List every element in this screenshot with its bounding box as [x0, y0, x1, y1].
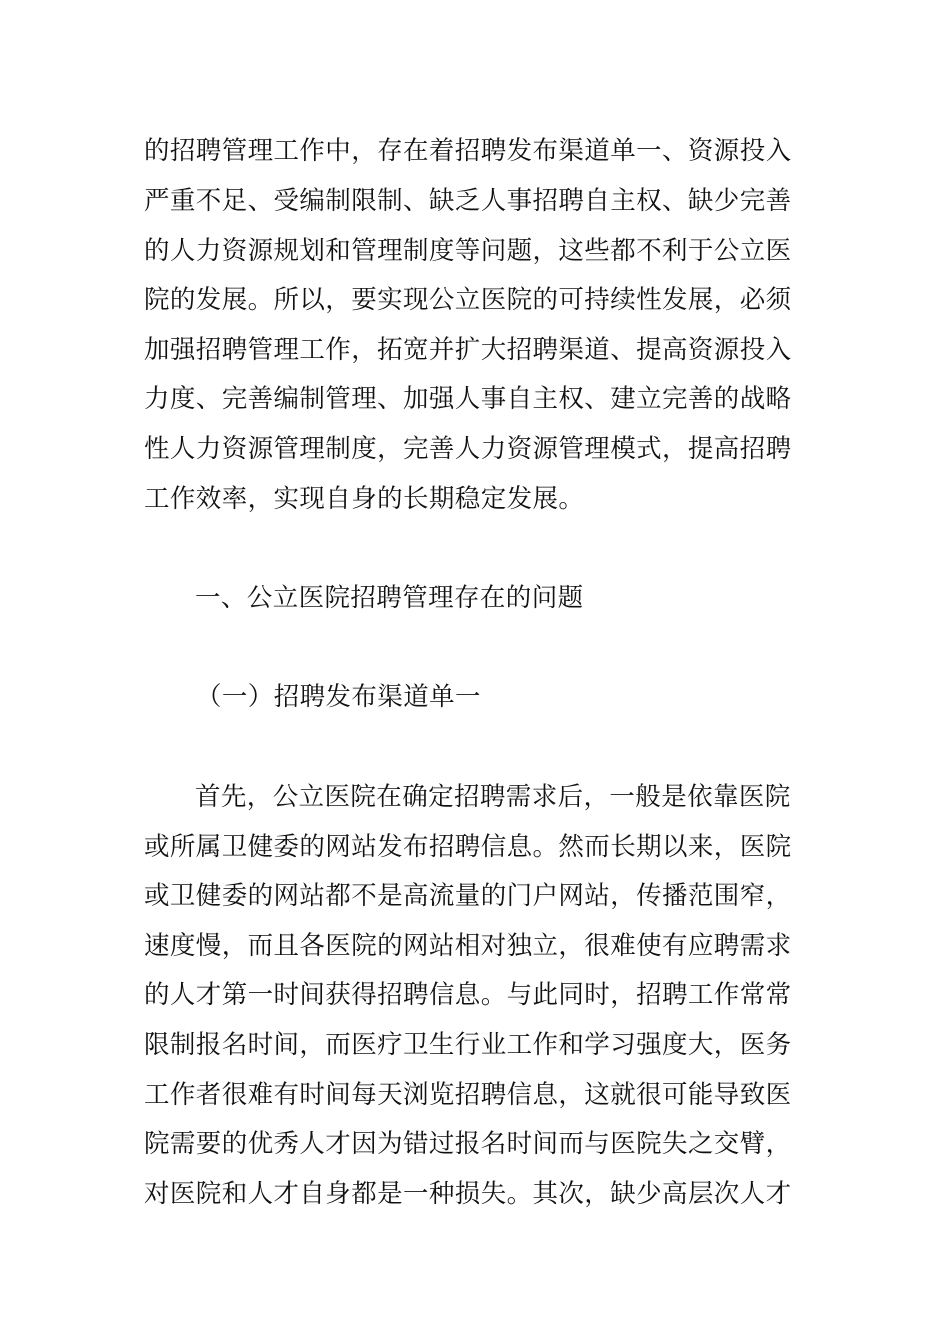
- paragraph-2-line-2: 或所属卫健委的网站发布招聘信息。然而长期以来，医院: [144, 832, 792, 862]
- paragraph-1-line-1: 的招聘管理工作中，存在着招聘发布渠道单一、资源投入: [144, 136, 792, 166]
- paragraph-2-line-6: 限制报名时间，而医疗卫生行业工作和学习强度大，医务: [144, 1030, 792, 1060]
- paragraph-2-line-5: 的人才第一时间获得招聘信息。与此同时，招聘工作常常: [144, 980, 792, 1010]
- paragraph-1-line-5: 加强招聘管理工作，拓宽并扩大招聘渠道、提高资源投入: [144, 335, 792, 365]
- paragraph-1-line-8: 工作效率，实现自身的长期稳定发展。: [144, 484, 585, 514]
- paragraph-2-line-8: 院需要的优秀人才因为错过报名时间而与医院失之交臂，: [144, 1129, 792, 1159]
- paragraph-1-line-6: 力度、完善编制管理、加强人事自主权、建立完善的战略: [144, 384, 792, 414]
- paragraph-1-line-7: 性人力资源管理制度，完善人力资源管理模式，提高招聘: [144, 434, 792, 464]
- section-heading: 一、公立医院招聘管理存在的问题: [195, 583, 584, 613]
- paragraph-2-line-1: 首先，公立医院在确定招聘需求后，一般是依靠医院: [195, 782, 791, 812]
- paragraph-2-line-9: 对医院和人才自身都是一种损失。其次，缺少高层次人才: [144, 1179, 792, 1209]
- paragraph-1-line-2: 严重不足、受编制限制、缺乏人事招聘自主权、缺少完善: [144, 186, 792, 216]
- paragraph-1-line-4: 院的发展。所以，要实现公立医院的可持续性发展，必须: [144, 285, 792, 315]
- paragraph-2-line-4: 速度慢，而且各医院的网站相对独立，很难使有应聘需求: [144, 931, 792, 961]
- paragraph-2-line-3: 或卫健委的网站都不是高流量的门户网站，传播范围窄，: [144, 881, 792, 911]
- paragraph-2-line-7: 工作者很难有时间每天浏览招聘信息，这就很可能导致医: [144, 1080, 792, 1110]
- paragraph-1-line-3: 的人力资源规划和管理制度等问题，这些都不利于公立医: [144, 236, 792, 266]
- subsection-heading: （一）招聘发布渠道单一: [196, 682, 481, 712]
